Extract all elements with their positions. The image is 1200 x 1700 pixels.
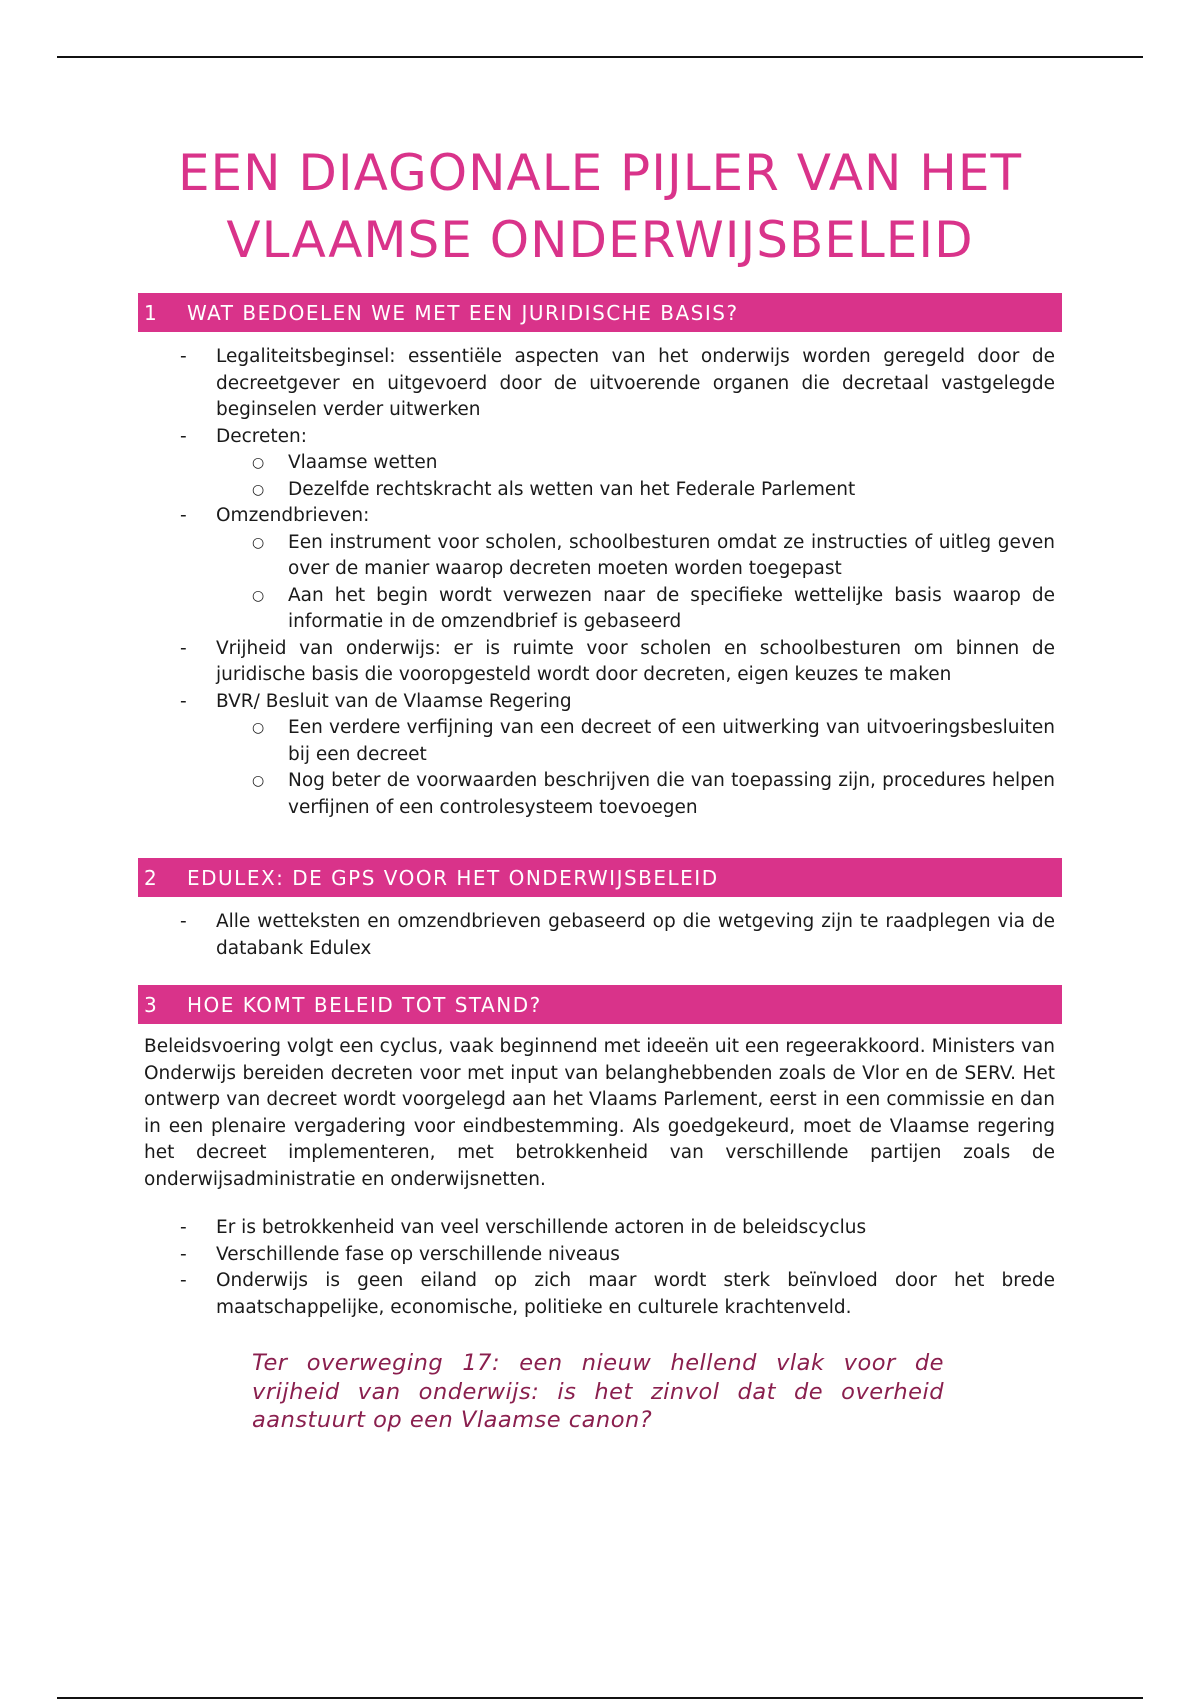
list-item bbox=[138, 1268, 1062, 1321]
section-1-list bbox=[138, 344, 1062, 821]
document-title bbox=[100, 140, 1100, 274]
sub-list-item bbox=[138, 450, 1062, 477]
section-2-list bbox=[138, 909, 1062, 962]
list-item bbox=[138, 424, 1062, 504]
circle-bullet-icon: ○ bbox=[252, 587, 265, 604]
sub-list bbox=[138, 530, 1062, 636]
section-number: 1 bbox=[144, 300, 159, 325]
list-item-text: Vrijheid van onderwijs: er is ruimte voor scholen en schoolbesturen om binnen de juridische basis die vooropgesteld wordt door decreten, eigen keuzes te maken bbox=[216, 637, 1055, 685]
sub-list-item-text: Een instrument voor scholen, schoolbesturen omdat ze instructies of uitleg geven over de manier waarop decreten moeten worden toegepast bbox=[288, 531, 1055, 579]
section-3-paragraph: Beleidsvoering volgt een cyclus, vaak beginnend met ideeën uit een regeerakkoord. Ministers van Onderwijs bereiden decreten voor met input van belanghebbenden zoals de Vlor en de SERV. Het ontwerp van decreet wordt voorgelegd aan het Vlaams Parlement, eerst in een commissie en dan in een plenaire vergadering voor eindbestemming. Als goedgekeurd, moet de Vlaamse regering het decreet implementeren, met betrokkenheid van verschillende partijen zoals de onderwijsadministratie en onderwijsnetten. bbox=[144, 1036, 1055, 1190]
section-number: 2 bbox=[144, 865, 159, 890]
list-item-text: Legaliteitsbeginsel: essentiële aspecten van het onderwijs worden geregeld door de decreetgever en uitgevoerd door de uitvoerende organen die decretaal vastgelegde beginselen verder uitwerken bbox=[216, 346, 1055, 420]
sub-list-item bbox=[138, 583, 1062, 636]
sub-list bbox=[138, 450, 1062, 503]
title-line-1: EEN DIAGONALE PIJLER VAN HET bbox=[177, 144, 1023, 202]
list-item-text: Alle wetteksten en omzendbrieven gebaseerd op die wetgeving zijn te raadplegen via de databank Edulex bbox=[216, 911, 1055, 959]
dash-bullet: - bbox=[180, 425, 187, 447]
circle-bullet-icon: ○ bbox=[252, 720, 265, 736]
circle-bullet-icon: ○ bbox=[252, 773, 265, 789]
list-item bbox=[138, 689, 1062, 822]
bottom-rule bbox=[57, 1697, 1143, 1699]
dash-bullet: - bbox=[180, 1217, 187, 1238]
dash-bullet: - bbox=[180, 911, 187, 932]
section-heading: HOE KOMT BELEID TOT STAND? bbox=[187, 992, 542, 1017]
section-2-heading-bar bbox=[138, 858, 1062, 897]
sub-list-item bbox=[138, 477, 1062, 504]
list-item-text: Er is betrokkenheid van veel verschillende actoren in de beleidscyclus bbox=[216, 1217, 867, 1238]
dash-bullet: - bbox=[180, 1270, 187, 1291]
sub-list bbox=[138, 715, 1062, 821]
list-item-text: Verschillende fase op verschillende niveaus bbox=[216, 1243, 620, 1265]
dash-bullet: - bbox=[180, 346, 187, 367]
top-rule bbox=[57, 56, 1143, 58]
section-heading: EDULEX: DE GPS VOOR HET ONDERWIJSBELEID bbox=[187, 865, 719, 890]
circle-bullet-icon: ○ bbox=[252, 455, 265, 471]
title-line-2: VLAAMSE ONDERWIJSBELEID bbox=[226, 211, 974, 269]
section-1-heading-bar bbox=[138, 293, 1062, 332]
sub-list-item bbox=[138, 768, 1062, 821]
list-item bbox=[138, 503, 1062, 636]
section-heading: WAT BEDOELEN WE MET EEN JURIDISCHE BASIS? bbox=[187, 300, 739, 325]
dash-bullet: - bbox=[180, 637, 187, 659]
section-number: 3 bbox=[144, 992, 159, 1017]
list-item-text: Omzendbrieven: bbox=[216, 505, 370, 526]
list-item-text: BVR/ Besluit van de Vlaamse Regering bbox=[216, 690, 572, 712]
dash-bullet: - bbox=[180, 1243, 187, 1265]
reflection-callout: Ter overweging 17: een nieuw hellend vlak voor de vrijheid van onderwijs: is het zinvol dat de overheid aanstuurt op een Vlaamse canon? bbox=[252, 1350, 944, 1433]
sub-list-item-text: Vlaamse wetten bbox=[288, 452, 438, 473]
list-item bbox=[138, 344, 1062, 424]
dash-bullet: - bbox=[180, 690, 187, 712]
list-item bbox=[138, 636, 1062, 689]
sub-list-item-text: Een verdere verfijning van een decreet of een uitwerking van uitvoeringsbesluiten bij een decreet bbox=[288, 717, 1055, 765]
list-item-text: Onderwijs is geen eiland op zich maar wordt sterk beïnvloed door het brede maatschappelijke, economische, politieke en culturele krachtenveld. bbox=[216, 1270, 1055, 1318]
section-2 bbox=[138, 858, 1062, 962]
circle-bullet-icon: ○ bbox=[252, 534, 265, 551]
sub-list-item-text: Nog beter de voorwaarden beschrijven die van toepassing zijn, procedures helpen verfijnen of een controlesysteem toevoegen bbox=[288, 770, 1055, 818]
list-item bbox=[138, 909, 1062, 962]
section-3 bbox=[138, 985, 1062, 1321]
section-3-list bbox=[138, 1215, 1062, 1321]
list-item-text: Decreten: bbox=[216, 425, 307, 447]
dash-bullet: - bbox=[180, 505, 187, 526]
section-3-heading-bar bbox=[138, 985, 1062, 1024]
sub-list-item-text: Dezelfde rechtskracht als wetten van het Federale Parlement bbox=[288, 478, 856, 500]
section-1 bbox=[138, 293, 1062, 821]
sub-list-item bbox=[138, 715, 1062, 768]
sub-list-item-text: Aan het begin wordt verwezen naar de specifieke wettelijke basis waarop de informatie in de omzendbrief is gebaseerd bbox=[288, 584, 1055, 632]
circle-bullet-icon: ○ bbox=[252, 481, 265, 498]
list-item bbox=[138, 1242, 1062, 1269]
list-item bbox=[138, 1215, 1062, 1242]
sub-list-item bbox=[138, 530, 1062, 583]
